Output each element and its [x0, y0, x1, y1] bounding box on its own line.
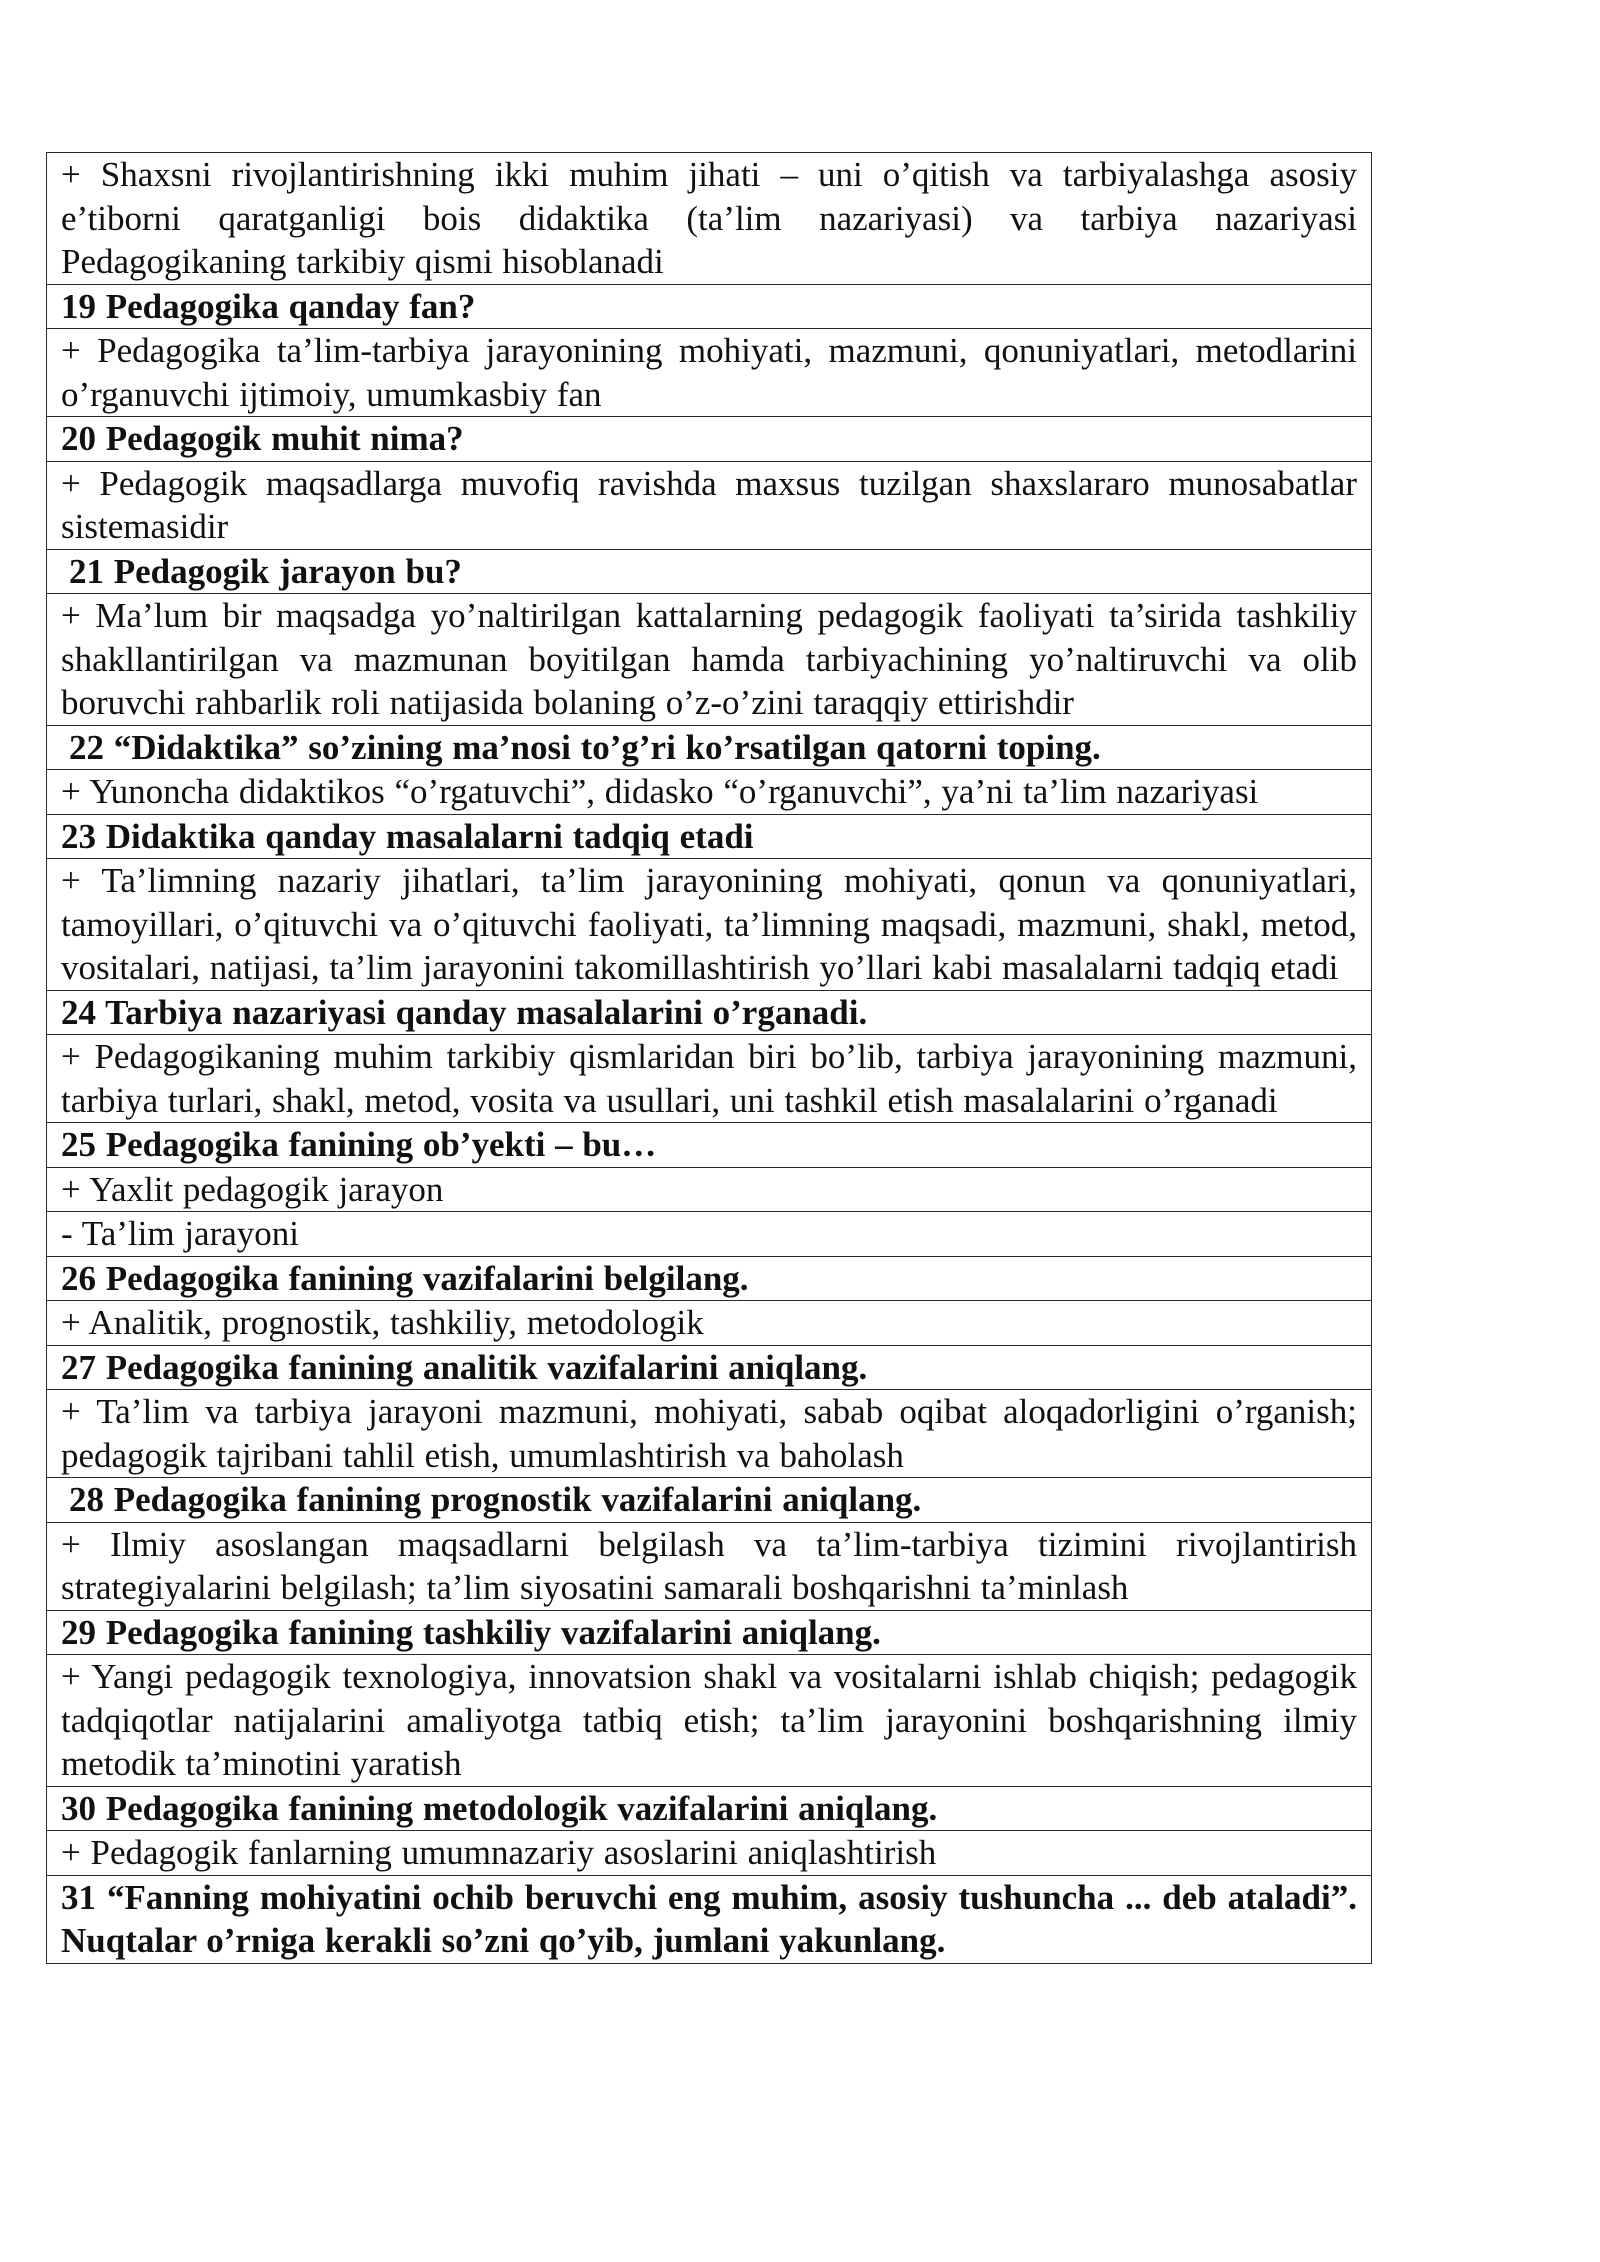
answer-row	[47, 461, 1372, 549]
question-text: 28 Pedagogika fanining prognostik vazifalarini aniqlang.	[47, 1478, 1372, 1523]
answer-text: + Pedagogik maqsadlarga muvofiq ravishda maxsus tuzilgan shaxslararo munosabatlar sistemasidir	[47, 461, 1372, 549]
question-text: 30 Pedagogika fanining metodologik vazifalarini aniqlang.	[47, 1786, 1372, 1831]
answer-text: + Yaxlit pedagogik jarayon	[47, 1167, 1372, 1212]
answer-row	[47, 859, 1372, 991]
question-text: 27 Pedagogika fanining analitik vazifalarini aniqlang.	[47, 1345, 1372, 1390]
answer-row	[47, 1301, 1372, 1346]
question-text: 20 Pedagogik muhit nima?	[47, 417, 1372, 462]
question-text: 29 Pedagogika fanining tashkiliy vazifalarini aniqlang.	[47, 1610, 1372, 1655]
answer-row	[47, 1167, 1372, 1212]
question-row	[47, 1610, 1372, 1655]
answer-row	[47, 1212, 1372, 1257]
question-text: 21 Pedagogik jarayon bu?	[47, 549, 1372, 594]
question-text: 26 Pedagogika fanining vazifalarini belgilang.	[47, 1256, 1372, 1301]
answer-row	[47, 594, 1372, 726]
answer-text: + Ta’lim va tarbiya jarayoni mazmuni, mohiyati, sabab oqibat aloqadorligini o’rganish; pedagogik tajribani tahlil etish, umumlashtirish va baholash	[47, 1390, 1372, 1478]
question-row	[47, 417, 1372, 462]
question-row	[47, 549, 1372, 594]
qa-table	[46, 152, 1372, 1964]
answer-text: + Analitik, prognostik, tashkiliy, metodologik	[47, 1301, 1372, 1346]
answer-text: + Pedagogikaning muhim tarkibiy qismlaridan biri bo’lib, tarbiya jarayonining mazmuni, tarbiya turlari, shakl, metod, vosita va usullari, uni tashkil etish masalalarini o’rganadi	[47, 1035, 1372, 1123]
question-text: 31 “Fanning mohiyatini ochib beruvchi eng muhim, asosiy tushuncha ... deb ataladi”. Nuqtalar o’rniga kerakli so’zni qo’yib, jumlani yakunlang.	[47, 1875, 1372, 1963]
answer-text: + Ta’limning nazariy jihatlari, ta’lim jarayonining mohiyati, qonun va qonuniyatlari, tamoyillari, o’qituvchi va o’qituvchi faoliyati, ta’limning maqsadi, mazmuni, shakl, metod, vositalari, natijasi, ta’lim jarayonini takomillashtirish yo’llari kabi masalalarni tadqiq etadi	[47, 859, 1372, 991]
answer-text: + Yangi pedagogik texnologiya, innovatsion shakl va vositalarni ishlab chiqish; pedagogik tadqiqotlar natijalarini amaliyotga tatbiq etish; ta’lim jarayonini boshqarishning ilmiy metodik ta’minotini yaratish	[47, 1655, 1372, 1787]
question-row	[47, 1786, 1372, 1831]
question-text: 22 “Didaktika” so’zining ma’nosi to’g’ri ko’rsatilgan qatorni toping.	[47, 725, 1372, 770]
question-row	[47, 1256, 1372, 1301]
question-row	[47, 990, 1372, 1035]
answer-text: + Yunoncha didaktikos “o’rgatuvchi”, didasko “o’rganuvchi”, ya’ni ta’lim nazariyasi	[47, 770, 1372, 815]
answer-text: + Pedagogik fanlarning umumnazariy asoslarini aniqlashtirish	[47, 1831, 1372, 1876]
question-text: 25 Pedagogika fanining ob’yekti – bu…	[47, 1123, 1372, 1168]
question-row	[47, 1345, 1372, 1390]
answer-row	[47, 1035, 1372, 1123]
question-row	[47, 814, 1372, 859]
answer-text: + Ilmiy asoslangan maqsadlarni belgilash va ta’lim-tarbiya tizimini rivojlantirish strategiyalarini belgilash; ta’lim siyosatini samarali boshqarishni ta’minlash	[47, 1522, 1372, 1610]
question-row	[47, 1123, 1372, 1168]
answer-row	[47, 153, 1372, 285]
question-text: 24 Tarbiya nazariyasi qanday masalalarini o’rganadi.	[47, 990, 1372, 1035]
question-text: 23 Didaktika qanday masalalarni tadqiq etadi	[47, 814, 1372, 859]
question-row	[47, 1875, 1372, 1963]
answer-text: + Ma’lum bir maqsadga yo’naltirilgan kattalarning pedagogik faoliyati ta’sirida tashkiliy shakllantirilgan va mazmunan boyitilgan hamda tarbiyachining yo’naltiruvchi va olib boruvchi rahbarlik roli natijasida bolaning o’z-o’zini taraqqiy ettirishdir	[47, 594, 1372, 726]
answer-text: + Pedagogika ta’lim-tarbiya jarayonining mohiyati, mazmuni, qonuniyatlari, metodlarini o’rganuvchi ijtimoiy, umumkasbiy fan	[47, 329, 1372, 417]
answer-row	[47, 1831, 1372, 1876]
question-row	[47, 284, 1372, 329]
answer-row	[47, 770, 1372, 815]
answer-row	[47, 1655, 1372, 1787]
answer-text: - Ta’lim jarayoni	[47, 1212, 1372, 1257]
question-text: 19 Pedagogika qanday fan?	[47, 284, 1372, 329]
answer-row	[47, 329, 1372, 417]
question-row	[47, 725, 1372, 770]
question-row	[47, 1478, 1372, 1523]
answer-row	[47, 1390, 1372, 1478]
answer-row	[47, 1522, 1372, 1610]
answer-text: + Shaxsni rivojlantirishning ikki muhim jihati – uni o’qitish va tarbiyalashga asosiy e’tiborni qaratganligi bois didaktika (ta’lim nazariyasi) va tarbiya nazariyasi Pedagogikaning tarkibiy qismi hisoblanadi	[47, 153, 1372, 285]
